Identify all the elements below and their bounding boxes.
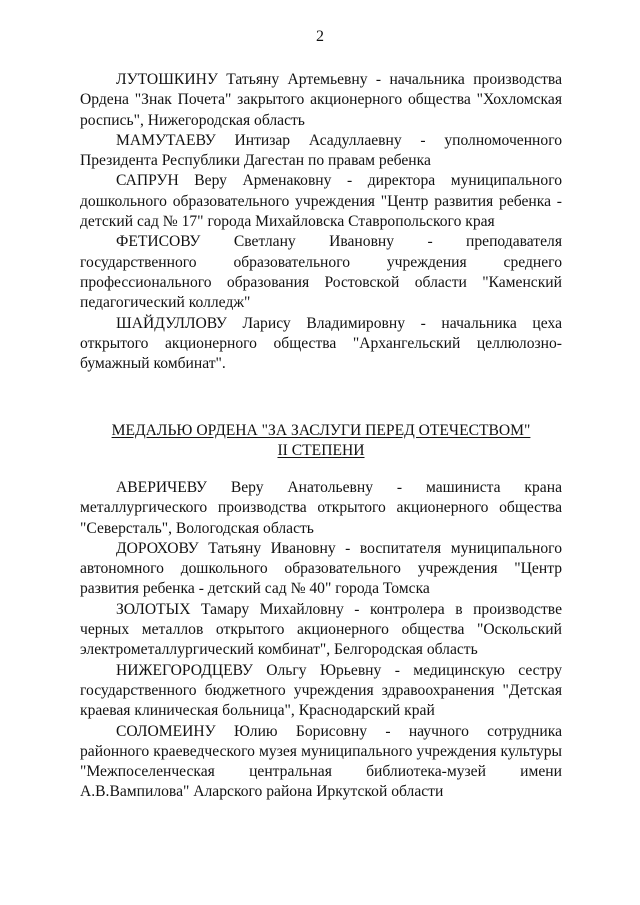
- award-entry: СОЛОМЕИНУ Юлию Борисовну - научного сотрудника районного краеведческого музея муниципального учреждения культуры "Межпоселенческая центральная библиотека-музей имени А.В.Вампилова" Аларского района Иркутской области: [80, 722, 562, 801]
- section-heading-line-1: МЕДАЛЬЮ ОРДЕНА "ЗА ЗАСЛУГИ ПЕРЕД ОТЕЧЕСТВОМ": [111, 422, 531, 439]
- award-list-top: [80, 70, 562, 374]
- award-entry: САПРУН Веру Арменаковну - директора муниципального дошкольного образовательного учреждения "Центр развития ребенка - детский сад № 17" города Михайловска Ставропольского края: [80, 172, 562, 231]
- award-entry: ФЕТИСОВУ Светлану Ивановну - преподавателя государственного образовательного учреждения среднего профессионального образования Ростовской области "Каменский педагогический колледж": [80, 233, 562, 312]
- award-entry: АВЕРИЧЕВУ Веру Анатольевну - машиниста крана металлургического производства открытого акционерного общества "Северсталь", Вологодская область: [80, 479, 562, 537]
- section-heading-line-2: II СТЕПЕНИ: [277, 442, 365, 460]
- page-number: 2: [316, 28, 324, 45]
- award-entry: МАМУТАЕВУ Интизар Асадуллаевну - уполномоченного Президента Республики Дагестан по правам ребенка: [80, 131, 562, 170]
- award-entry: ШАЙДУЛЛОВУ Ларису Владимировну - начальника цеха открытого акционерного общества "Архангельский целлюлозно-бумажный комбинат".: [80, 314, 562, 373]
- award-entry: ЗОЛОТЫХ Тамару Михайловну - контролера в производстве черных металлов открытого акционерного общества "Оскольский электрометаллургический комбинат", Белгородская область: [80, 600, 562, 659]
- award-list-medal: [80, 478, 562, 803]
- award-entry: ДОРОХОВУ Татьяну Ивановну - воспитателя муниципального автономного дошкольного образовательного учреждения "Центр развития ребенка - детский сад № 40" города Томска: [80, 539, 562, 598]
- section-heading: [80, 421, 562, 462]
- award-entry: НИЖЕГОРОДЦЕВУ Ольгу Юрьевну - медицинскую сестру государственного бюджетного учреждения здравоохранения "Детская краевая клиническая больница", Краснодарский край: [80, 661, 562, 720]
- award-entry: ЛУТОШКИНУ Татьяну Артемьевну - начальника производства Ордена "Знак Почета" закрытого акционерного общества "Хохломская роспись", Нижегородская область: [80, 71, 562, 129]
